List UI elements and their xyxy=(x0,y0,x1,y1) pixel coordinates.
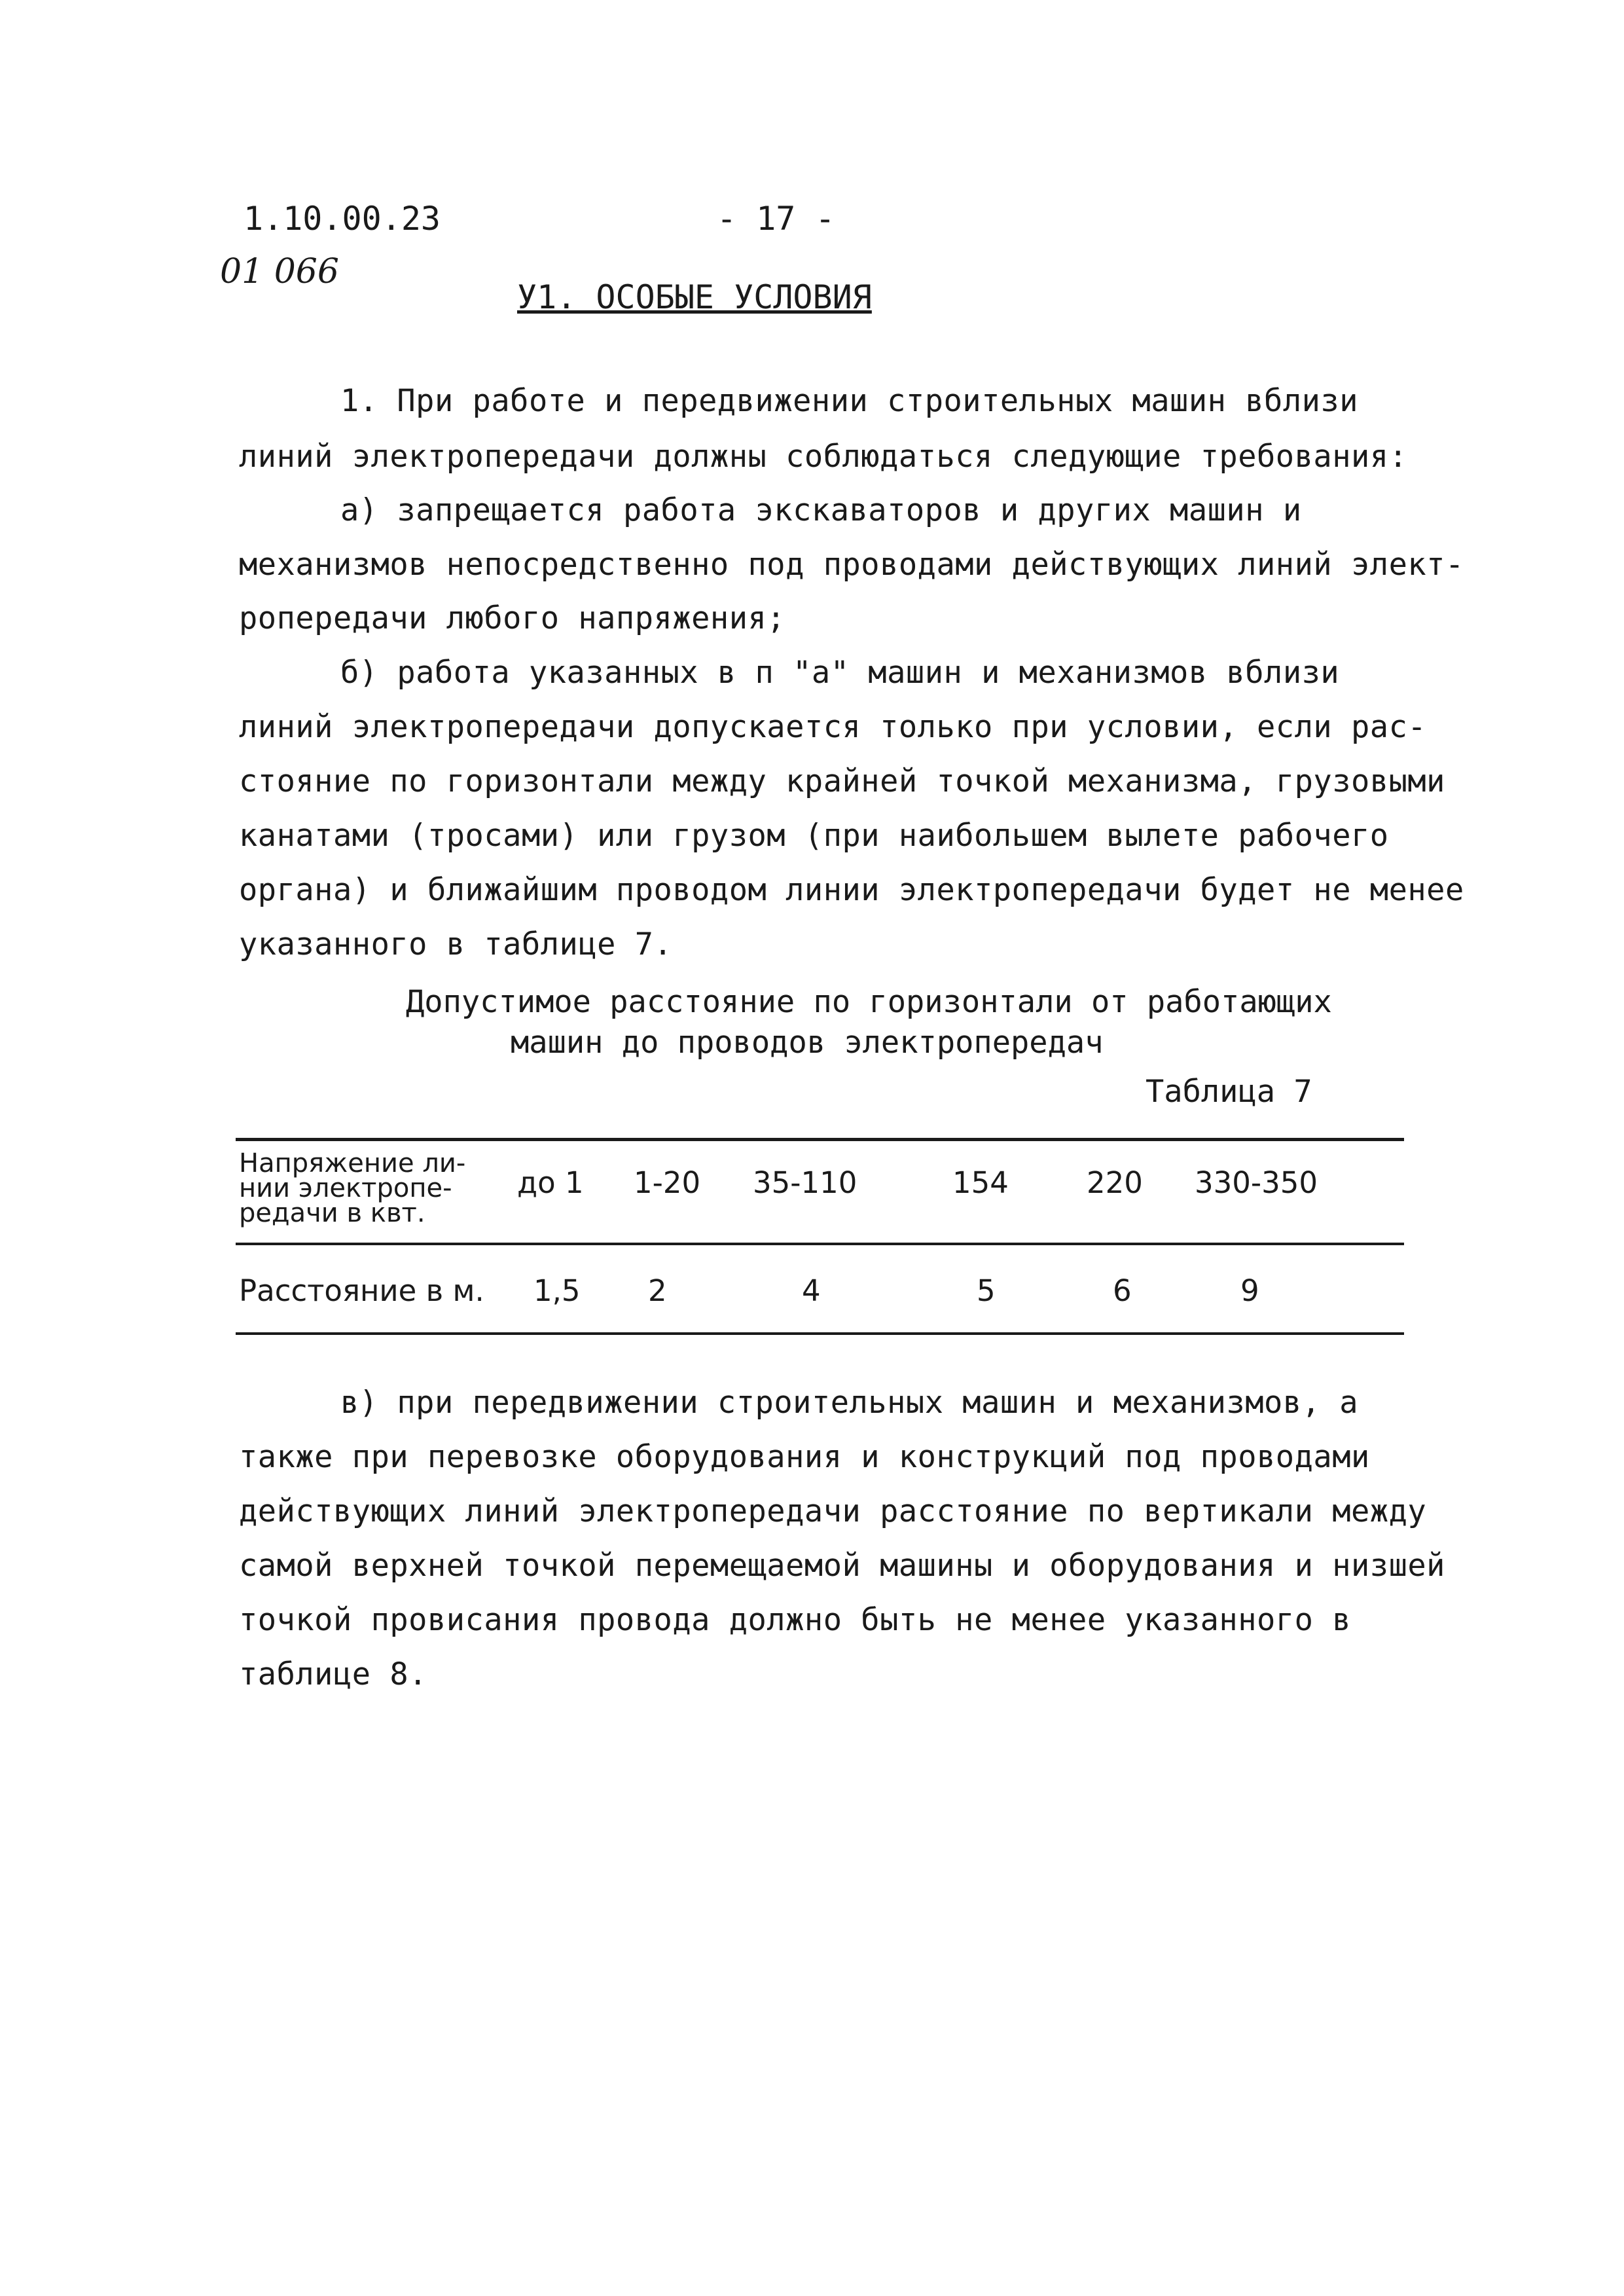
item-a-line-3: ропередачи любого напряжения; xyxy=(239,600,786,636)
item-b-line-5: органа) и ближайшим проводом линии электропередачи будет не менее xyxy=(239,872,1464,908)
distance-cell: 5 xyxy=(977,1273,996,1308)
voltage-cell: 1-20 xyxy=(634,1165,701,1200)
item-c-line-4: самой верхней точкой перемещаемой машины и оборудования и низшей xyxy=(239,1548,1445,1584)
section-title: У1. ОСОБЫЕ УСЛОВИЯ xyxy=(517,278,872,316)
table-caption-line-1: Допустимое расстояние по горизонтали от работающих xyxy=(406,984,1332,1020)
document-code: 1.10.00.23 xyxy=(244,200,441,238)
voltage-cell: 220 xyxy=(1087,1165,1143,1200)
distance-cell: 6 xyxy=(1113,1273,1132,1308)
item-b-line-1: б) работа указанных в п "а" машин и механизмов вблизи xyxy=(340,655,1340,691)
voltage-cell: 330-350 xyxy=(1195,1165,1318,1200)
distance-cell: 4 xyxy=(802,1273,821,1308)
distance-cell: 2 xyxy=(648,1273,667,1308)
item-c-line-2: также при перевозке оборудования и конструкций под проводами xyxy=(239,1439,1370,1475)
page-number: - 17 - xyxy=(717,200,835,238)
voltage-cell: до 1 xyxy=(517,1165,584,1200)
table-caption-line-2: машин до проводов электропередач xyxy=(511,1025,1104,1061)
item-c-line-5: точкой провисания провода должно быть не менее указанного в xyxy=(239,1602,1351,1638)
row-header-distance: Расстояние в м. xyxy=(239,1273,484,1308)
voltage-cell: 154 xyxy=(952,1165,1009,1200)
item-c-line-1: в) при передвижении строительных машин и механизмов, а xyxy=(340,1385,1359,1421)
item-a-line-1: а) запрещается работа экскаваторов и других машин и xyxy=(340,492,1302,528)
row-header-voltage xyxy=(239,1148,466,1228)
paragraph-1-line-1: 1. При работе и передвижении строительных машин вблизи xyxy=(340,383,1359,419)
item-c-line-6: таблице 8. xyxy=(239,1656,427,1692)
table-bottom-rule xyxy=(236,1332,1404,1335)
paragraph-1-line-2: линий электропередачи должны соблюдаться следующие требования: xyxy=(239,439,1408,475)
item-a-line-2: механизмов непосредственно под проводами действующих линий элект- xyxy=(239,547,1464,583)
row-header-voltage-line-3: редачи в квт. xyxy=(239,1198,425,1228)
row-header-voltage-line-2: нии электропе- xyxy=(239,1173,452,1203)
table-top-rule xyxy=(236,1138,1404,1141)
item-b-line-3: стояние по горизонтали между крайней точкой механизма, грузовыми xyxy=(239,763,1445,799)
distance-cell: 9 xyxy=(1240,1273,1259,1308)
item-b-line-4: канатами (тросами) или грузом (при наибольшем вылете рабочего xyxy=(239,818,1389,854)
distance-cell: 1,5 xyxy=(533,1273,581,1308)
table-label: Таблица 7 xyxy=(1146,1074,1312,1110)
row-header-voltage-line-1: Напряжение ли- xyxy=(239,1148,466,1178)
item-b-line-2: линий электропередачи допускается только при условии, если рас- xyxy=(239,709,1427,745)
item-b-line-6: указанного в таблице 7. xyxy=(239,926,673,962)
item-c-line-3: действующих линий электропередачи расстояние по вертикали между xyxy=(239,1493,1427,1529)
voltage-cell: 35-110 xyxy=(753,1165,857,1200)
handwritten-note: 01 066 xyxy=(220,252,339,291)
table-middle-rule xyxy=(236,1243,1404,1245)
